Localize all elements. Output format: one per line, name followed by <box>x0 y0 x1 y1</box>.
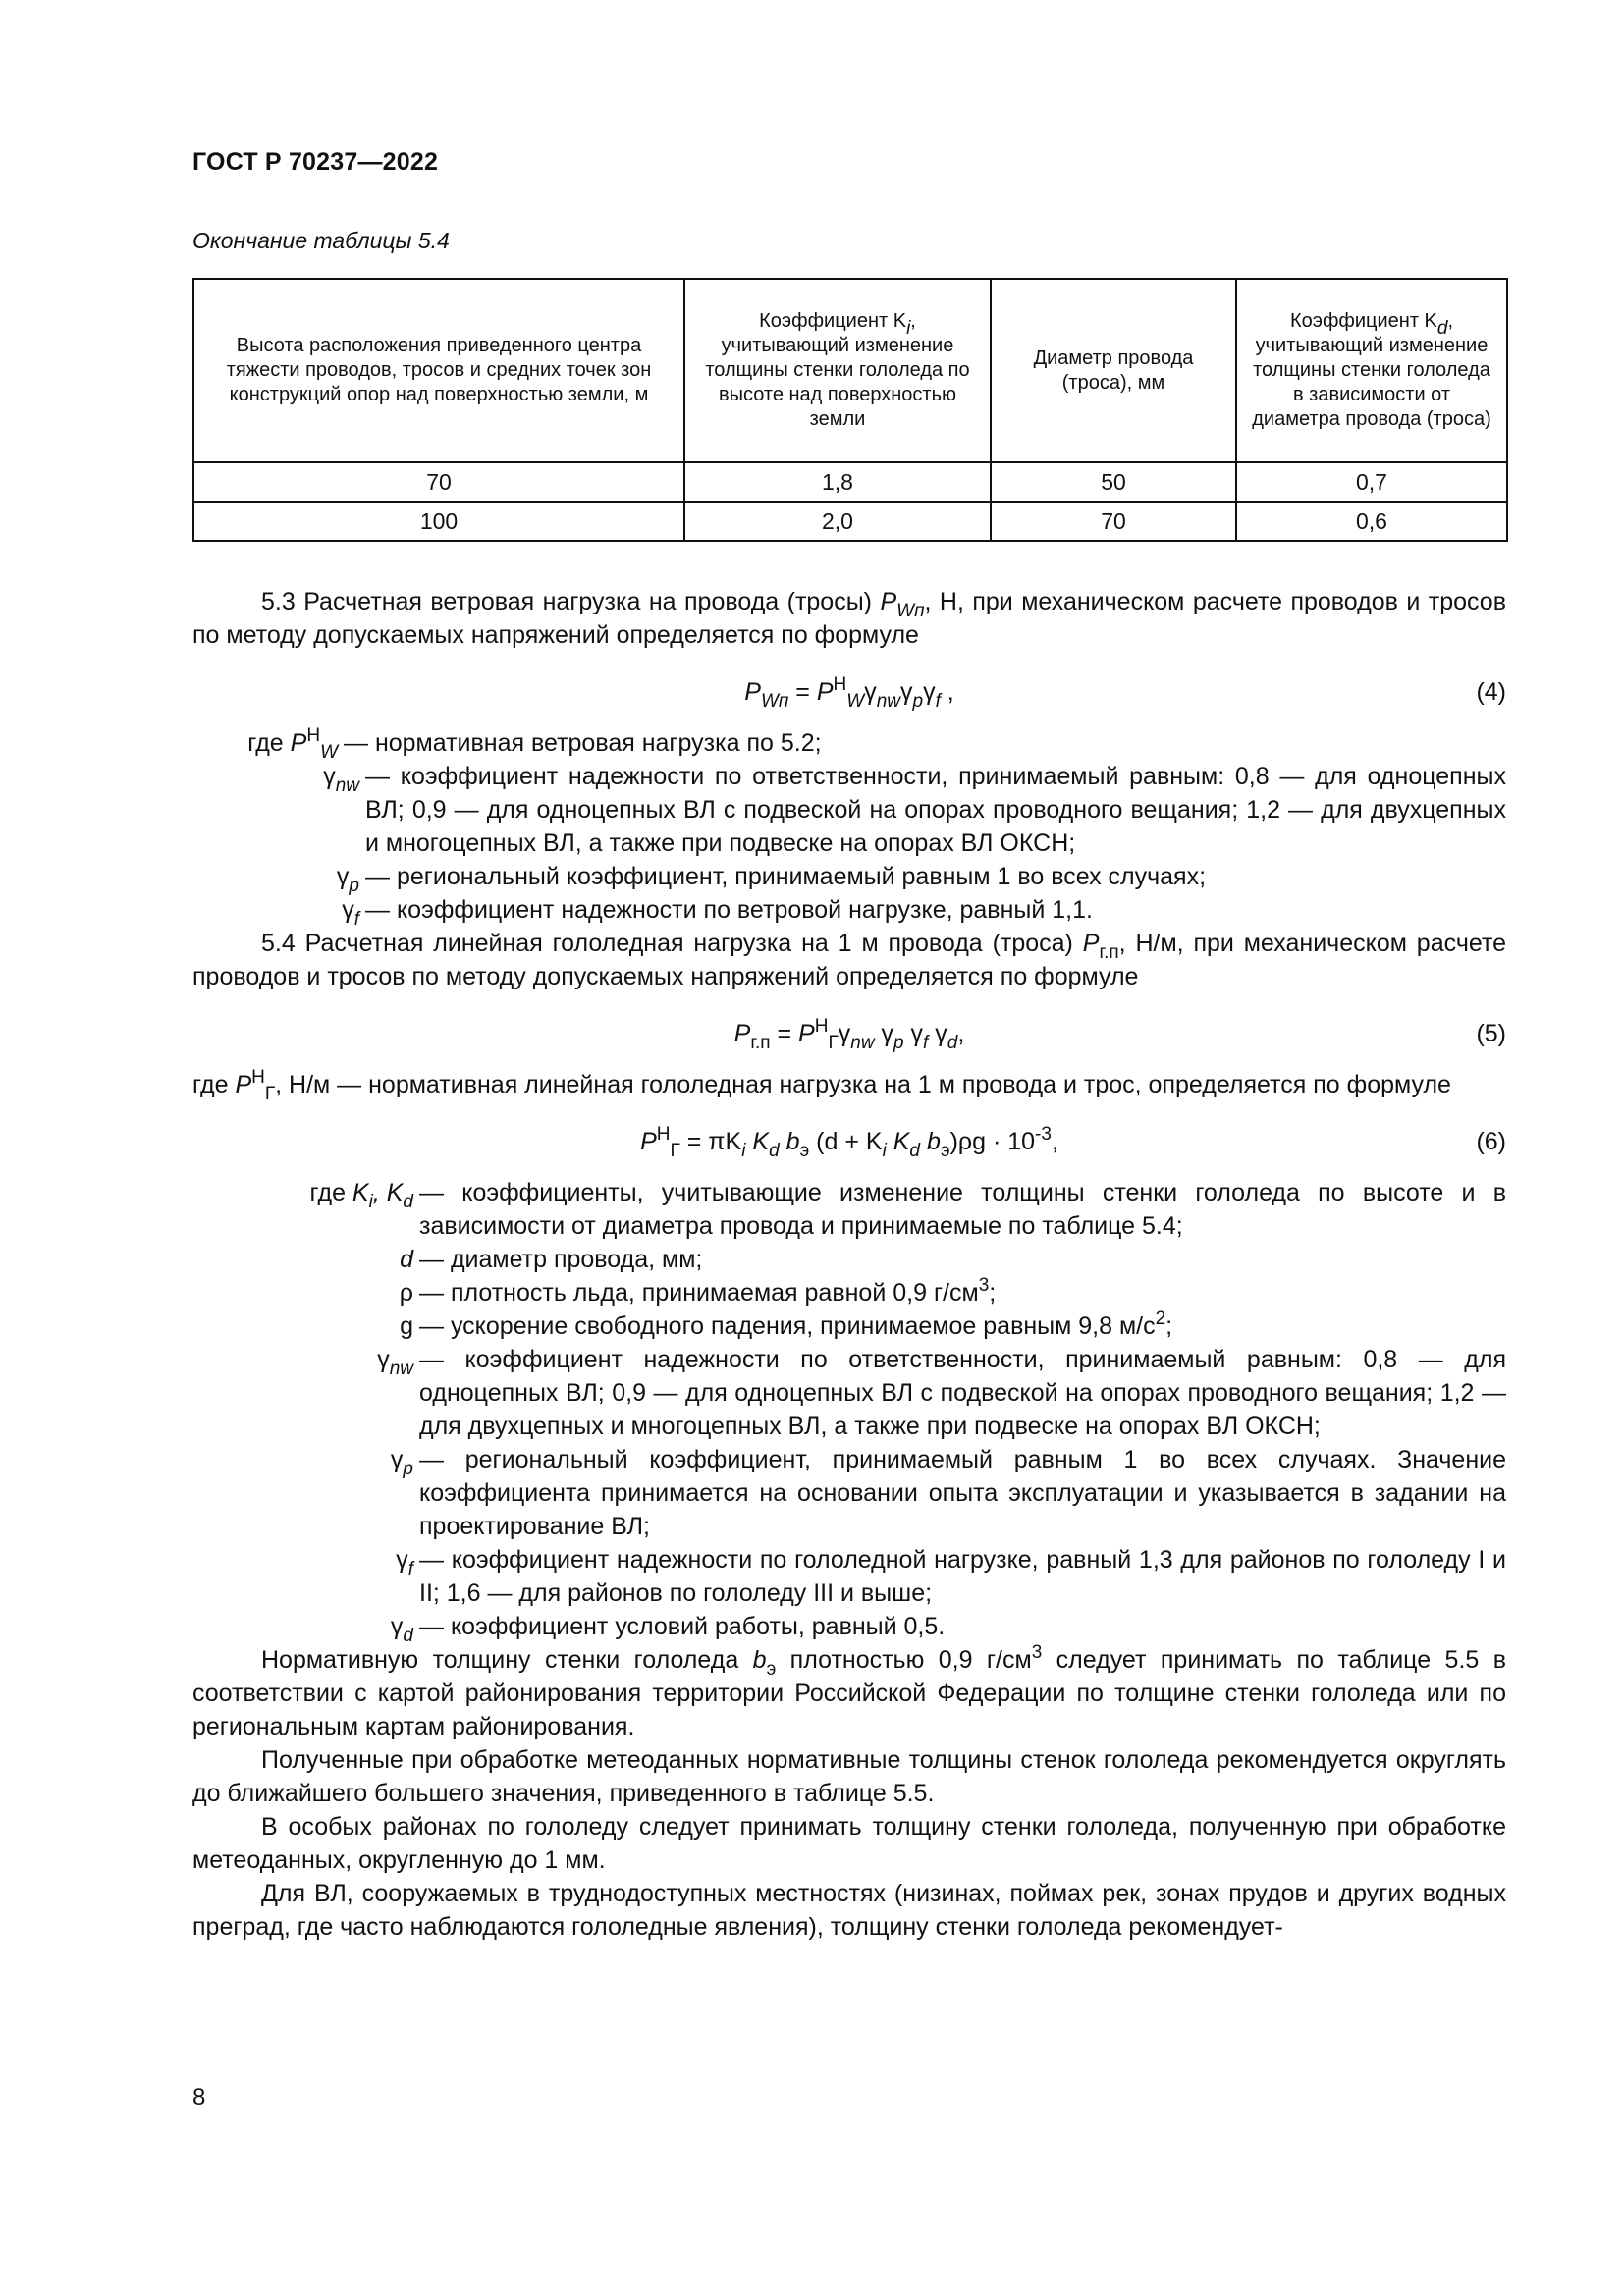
table-cell: 50 <box>991 462 1236 502</box>
table-cell: 1,8 <box>684 462 991 502</box>
page-number: 8 <box>192 2084 206 2110</box>
definition-item: $\gamma_f$ — коэффициент надежности по ветровой нагрузке, равный 1,1. <box>342 896 1093 930</box>
paragraph-rounding: Полученные при обработке метеоданных нормативные толщины стенок гололеда рекомендуется округлять до ближайшего большего значения, приведенного в таблице 5.5. <box>192 1746 1506 1807</box>
col-header-height: Высота расположения приведенного центра тяжести проводов, тросов и средних точек зон конструкций опор над поверхностью земли, м <box>193 279 684 462</box>
definition-item: d — диаметр провода, мм; <box>400 1246 703 1273</box>
definition-item: где $K_i$, $K_d$ — коэффициенты, учитывающие изменение толщины стенки гололеда по высоте и в зависимости от диаметра провода и принимаемые по таблице 5.4; <box>309 1179 1506 1240</box>
document-header: ГОСТ Р 70237—2022 <box>192 148 439 176</box>
paragraph-5-3: 5.3 Расчетная ветровая нагрузка на провода (тросы) $P_{Wп}$, Н, при механическом расчете проводов и тросов по методу допускаемых напряжений определяется по формуле <box>192 588 1506 649</box>
paragraph-remote-areas: Для ВЛ, сооружаемых в труднодоступных местностях (низинах, поймах рек, зонах прудов и других водных преград, где часто наблюдаются гололедные явления), толщину стенки гололеда рекомендует- <box>192 1880 1506 1941</box>
document-page <box>192 0 1506 2296</box>
paragraph-5-4: 5.4 Расчетная линейная гололедная нагрузка на 1 м провода (троса) $P_{г.п}$, Н/м, при механическом расчете проводов и тросов по методу допускаемых напряжений определяется по формуле <box>192 930 1506 990</box>
formula-number: (4) <box>1476 678 1506 706</box>
col-header-ki: Коэффициент Ki, учитывающий изменение толщины стенки гололеда по высоте над поверхностью земли <box>684 279 991 462</box>
definition-item: $\gamma_d$ — коэффициент условий работы, равный 0,5. <box>390 1613 946 1646</box>
table-row <box>193 462 1507 502</box>
paragraph-ice-thickness: Нормативную толщину стенки гололеда $b_э$ плотностью 0,9 $г/см^3$ следует принимать по таблице 5.5 в соответствии с картой районирования территории Российской Федерации по толщине стенки гололеда или по региональным картам районирования. <box>192 1642 1506 1740</box>
table-cell: 70 <box>991 502 1236 541</box>
table-5-4 <box>192 278 1508 542</box>
paragraph-special-areas: В особых районах по гололеду следует принимать толщину стенки гололеда, полученную при обработке метеоданных, округленную до 1 мм. <box>192 1813 1506 1874</box>
table-cell: 0,6 <box>1236 502 1507 541</box>
definition-item: g — ускорение свободного падения, принимаемое равным 9,8 $м/с^2$; <box>400 1308 1173 1340</box>
definition-item: $\gamma_{nw}$ — коэффициент надежности по ответственности, принимаемый равным: 0,8 — для одноцепных ВЛ; 0,9 — для одноцепных ВЛ с подвеской на опорах проводного вещания; 1,2 — для двухцепных и многоцепных ВЛ, а также при подвеске на опорах ВЛ ОКСН; <box>323 763 1506 857</box>
paragraph-where-pg: где $P^Н_Г$, Н/м — нормативная линейная гололедная нагрузка на 1 м провода и трос, определяется по формуле <box>192 1067 1451 1104</box>
formula-number: (5) <box>1476 1020 1506 1047</box>
formula-number: (6) <box>1476 1128 1506 1155</box>
col-header-diameter: Диаметр провода (троса), мм <box>991 279 1236 462</box>
definition-item: $\gamma_{nw}$ — коэффициент надежности по ответственности, принимаемый равным: 0,8 — для одноцепных ВЛ; 0,9 — для одноцепных ВЛ с подвеской на опорах проводного вещания; 1,2 — для двухцепных и многоцепных ВЛ, а также при подвеске на опорах ВЛ ОКСН; <box>377 1346 1506 1440</box>
formula-5: $P_{г.п} = P^Н_Г\gamma_{nw}$ $\gamma_p$ $\gamma_f$ $\gamma_d$, (5) <box>733 1016 1506 1053</box>
table-header-row <box>193 279 1507 462</box>
definition-item: $\gamma_p$ — региональный коэффициент, принимаемый равным 1 во всех случаях; <box>336 863 1207 896</box>
table-cell: 70 <box>193 462 684 502</box>
table-cell: 2,0 <box>684 502 991 541</box>
table-caption: Окончание таблицы 5.4 <box>192 228 450 253</box>
definition-item: $\gamma_p$ — региональный коэффициент, принимаемый равным 1 во всех случаях. Значение коэффициента принимается на основании опыта эксплуатации и указывается в задании на проектирование ВЛ; <box>390 1446 1506 1540</box>
col-header-kd: Коэффициент Kd, учитывающий изменение толщины стенки гололеда в зависимости от диаметра провода (троса) <box>1236 279 1507 462</box>
table-cell: 0,7 <box>1236 462 1507 502</box>
table-cell: 100 <box>193 502 684 541</box>
definition-item: $\gamma_f$ — коэффициент надежности по гололедной нагрузке, равный 1,3 для районов по гололеду I и II; 1,6 — для районов по гололеду III и выше; <box>396 1546 1506 1607</box>
formula-6: $P^Н_Г = \pi K_i$ $K_d$ $b_э$ ($d + K_i$ $K_d$ $b_э)\rho g \cdot 10^{-3}$, (6) <box>640 1124 1506 1161</box>
document-body <box>192 585 1506 1944</box>
definition-item: ρ — плотность льда, принимаемая равной 0,9 $г/см^3$; <box>399 1275 997 1307</box>
formula-4: $P_{Wп} = P^Н_W\gamma_{nw}\gamma_p\gamma_f$ , (4) <box>744 674 1506 712</box>
definition-item: где $P^Н_W$ — нормативная ветровая нагрузка по 5.2; <box>247 725 822 763</box>
table-row <box>193 502 1507 541</box>
